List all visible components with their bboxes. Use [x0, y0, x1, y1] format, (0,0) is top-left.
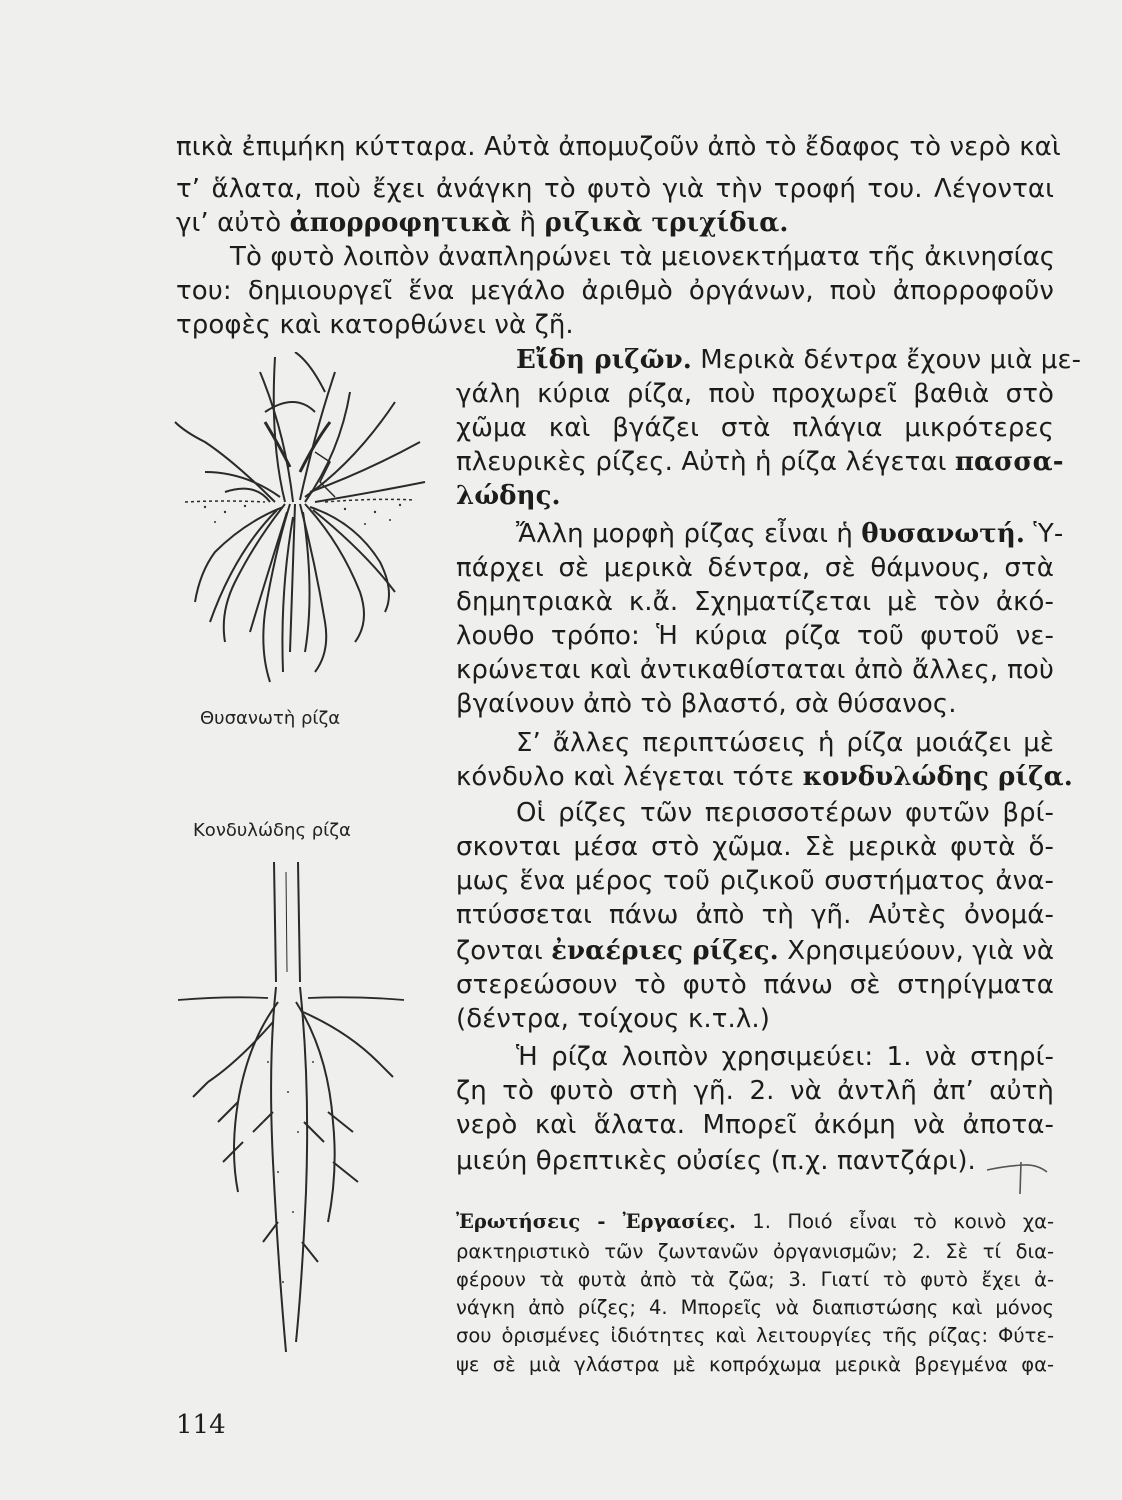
- page-number: 114: [176, 1410, 226, 1440]
- tuberous-root-illustration: [178, 862, 408, 1362]
- term-tuberous: κονδυλώδης ρίζα.: [802, 762, 1073, 792]
- term-root-hairs: ριζικὰ τριχίδια.: [544, 208, 789, 238]
- text-line: [456, 479, 1054, 513]
- text-line: Τὸ φυτὸ λοιπὸν ἀναπληρώνει τὰ μειονεκτήματα τῆς ἀκινησίας: [230, 242, 1056, 272]
- section-heading: Εἴδη ριζῶν.: [516, 345, 692, 375]
- text-line: Ἡ ρίζα λοιπὸν χρησιμεύει: 1. νὰ στηρί-: [516, 1042, 1054, 1072]
- text-line: χῶμα καὶ βγάζει στὰ πλάγια μικρότερες: [456, 413, 1054, 443]
- questions-line: Ἐρωτήσεις - Ἐργασίες. 1. Ποιό εἶναι τὸ κοινὸ χα-: [456, 1210, 1054, 1233]
- text-line: λουθο τρόπο: Ἡ κύρια ρίζα τοῦ φυτοῦ νε-: [456, 621, 1054, 651]
- caption-tuberous-root: Κονδυλώδης ρίζα: [193, 820, 351, 841]
- text-line: μως ἕνα μέρος τοῦ ριζικοῦ συστήματος ἀνα-: [456, 866, 1054, 896]
- term-fibrous: θυσανωτή.: [861, 519, 1026, 549]
- text-line: πικὰ ἐπιμήκη κύτταρα. Αὐτὰ ἀπομυζοῦν ἀπὸ τὸ ἔδαφος τὸ νερὸ καὶ: [176, 132, 1061, 162]
- questions-line: νάγκη ἀπὸ ρίζες; 4. Μπορεῖς νὰ διαπιστώσης καὶ μόνος: [456, 1296, 1054, 1319]
- text-line: βγαίνουν ἀπὸ τὸ βλαστό, σὰ θύσανος.: [456, 689, 957, 719]
- text-line: Ἄλλη μορφὴ ρίζας εἶναι ἡ θυσανωτή. Ὑ-: [516, 519, 1064, 549]
- text-line: πλευρικὲς ρίζες. Αὐτὴ ἡ ρίζα λέγεται πασσα-: [456, 447, 1064, 477]
- term-taproot: λώδης.: [456, 481, 561, 511]
- text-line: (δέντρα, τοίχους κ.τ.λ.): [456, 1004, 771, 1034]
- text-line: μιεύη θρεπτικὲς οὐσίες (π.χ. παντζάρι).: [456, 1146, 976, 1176]
- text-line: πάρχει σὲ μερικὰ δέντρα, σὲ θάμνους, στὰ: [456, 553, 1054, 583]
- questions-heading: Ἐρωτήσεις - Ἐργασίες.: [456, 1210, 736, 1233]
- text-line: του: δημιουργεῖ ἕνα μεγάλο ἀριθμὸ ὀργάνων, ποὺ ἀπορροφοῦν: [176, 276, 1054, 306]
- text-line: δημητριακὰ κ.ἄ. Σχηματίζεται μὲ τὸν ἀκό-: [456, 587, 1054, 617]
- text-line: τροφὲς καὶ κατορθώνει νὰ ζῆ.: [176, 310, 574, 340]
- term-aerial: ἐναέριες ρίζες.: [551, 936, 779, 966]
- text-line: Σ’ ἄλλες περιπτώσεις ἡ ρίζα μοιάζει μὲ: [516, 728, 1054, 758]
- text-line: στερεώσουν τὸ φυτὸ πάνω σὲ στηρίγματα: [456, 970, 1054, 1000]
- section-heading-line: Εἴδη ριζῶν. Μερικὰ δέντρα ἔχουν μιὰ με-: [516, 345, 1082, 375]
- text-line: κόνδυλο καὶ λέγεται τότε κονδυλώδης ρίζα.: [456, 762, 1073, 792]
- questions-line: σου ὁρισμένες ἰδιότητες καὶ λειτουργίες τῆς ρίζας: Φύτε-: [456, 1324, 1054, 1347]
- term-absorptive: ἀπορροφητικὰ: [289, 208, 512, 238]
- fibrous-root-illustration: [165, 352, 445, 692]
- text-line: πτύσσεται πάνω ἀπὸ τὴ γῆ. Αὐτὲς ὀνομά-: [456, 900, 1054, 930]
- text-line: σκονται μέσα στὸ χῶμα. Σὲ μερικὰ φυτὰ ὅ-: [456, 832, 1054, 862]
- text-line: κρώνεται καὶ ἀντικαθίσταται ἀπὸ ἄλλες, ποὺ: [456, 655, 1054, 685]
- pencil-mark-icon: [985, 1148, 1055, 1198]
- caption-fibrous-root: Θυσανωτὴ ρίζα: [200, 708, 341, 729]
- text-line: ζη τὸ φυτὸ στὴ γῆ. 2. νὰ ἀντλῆ ἀπ’ αὐτὴ: [456, 1076, 1054, 1106]
- text-line: Οἱ ρίζες τῶν περισσοτέρων φυτῶν βρί-: [516, 798, 1054, 828]
- questions-line: ρακτηριστικὸ τῶν ζωντανῶν ὀργανισμῶν; 2. Σὲ τί δια-: [456, 1240, 1054, 1263]
- text-line: τ’ ἅλατα, ποὺ ἔχει ἀνάγκη τὸ φυτὸ γιὰ τὴν τροφή του. Λέγονται: [176, 174, 1054, 204]
- text-line: γάλη κύρια ρίζα, ποὺ προχωρεῖ βαθιὰ στὸ: [456, 379, 1054, 409]
- questions-line: ψε σὲ μιὰ γλάστρα μὲ κοπρόχωμα μερικὰ βρεγμένα φα-: [456, 1353, 1054, 1376]
- questions-line: φέρουν τὰ φυτὰ ἀπὸ τὰ ζῶα; 3. Γιατί τὸ φυτὸ ἔχει ἀ-: [456, 1268, 1054, 1291]
- text-line: γι’ αὐτὸ ἀπορροφητικὰ ἢ ριζικὰ τριχίδια.: [176, 208, 789, 238]
- text-line: ζονται ἐναέριες ρίζες. Χρησιμεύουν, γιὰ νὰ: [456, 936, 1055, 966]
- text-line: νερὸ καὶ ἅλατα. Μπορεῖ ἀκόμη νὰ ἀποτα-: [456, 1110, 1054, 1140]
